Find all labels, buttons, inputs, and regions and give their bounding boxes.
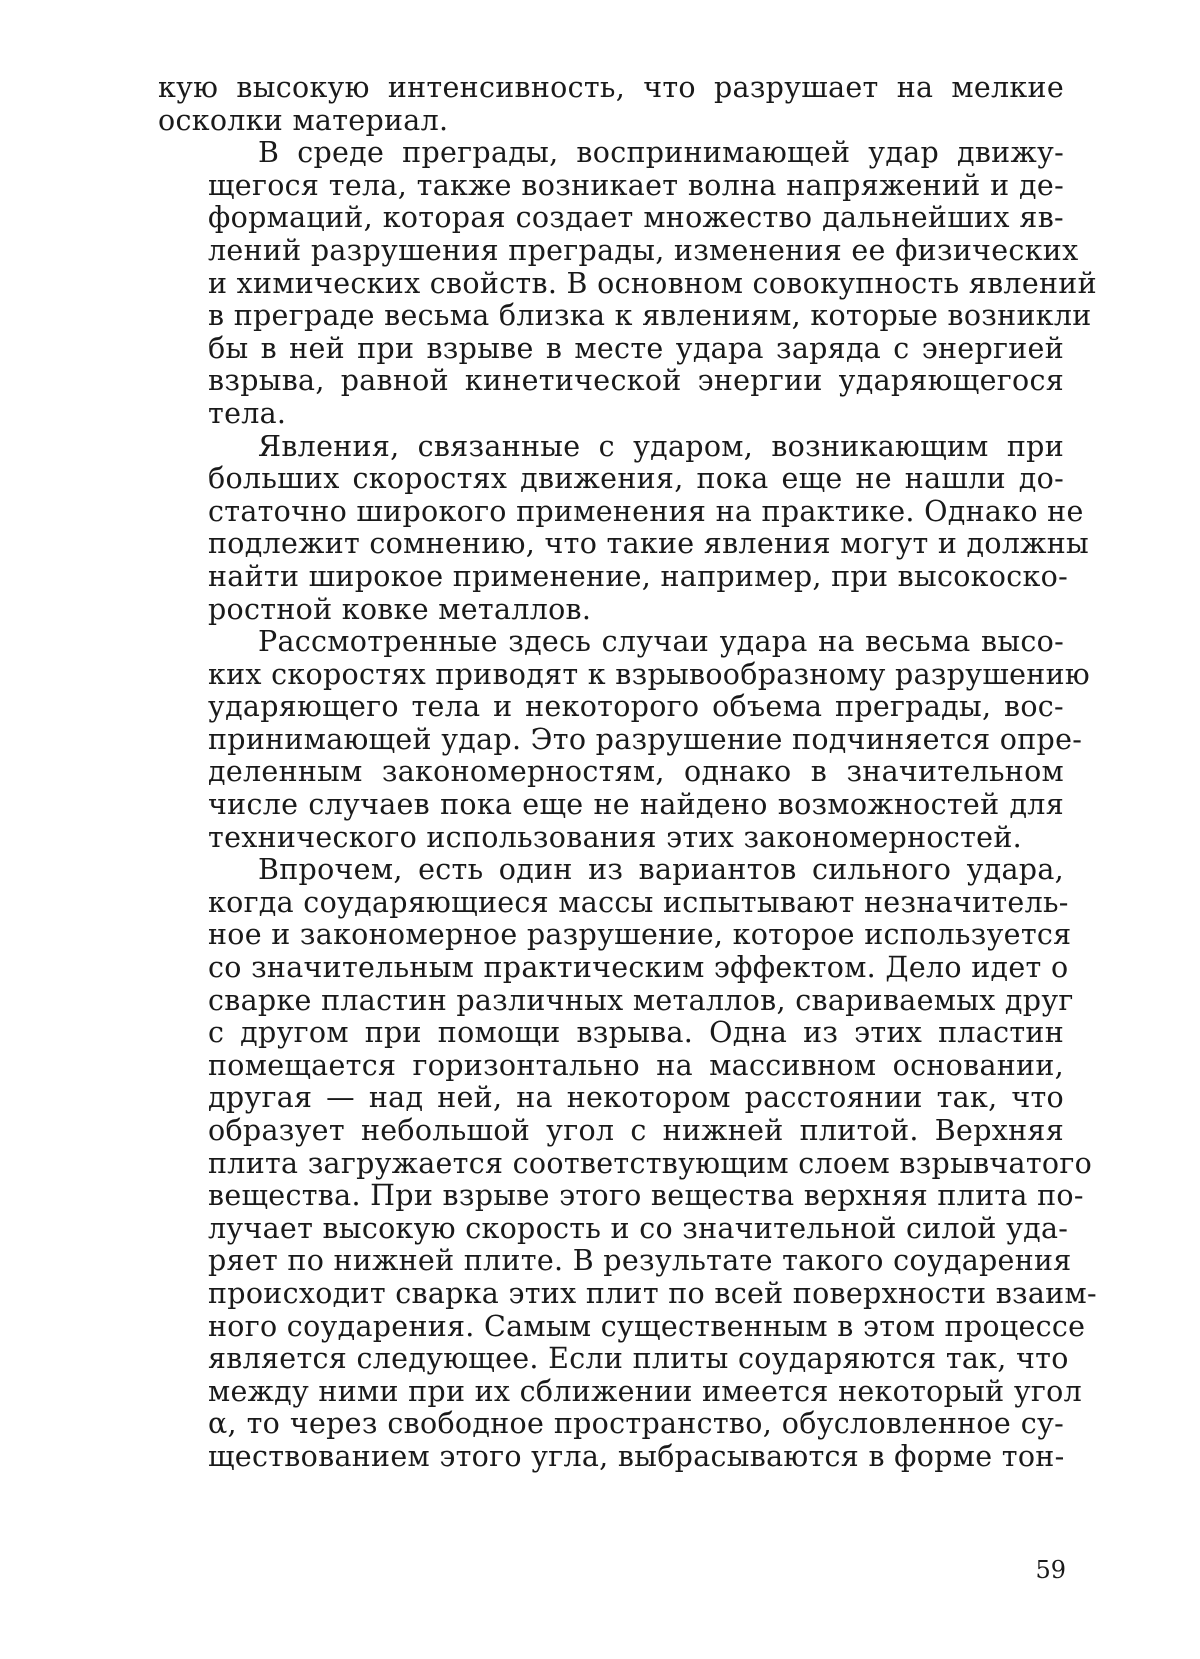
text-line: ростной ковке металлов. — [208, 592, 592, 626]
text-line: является следующее. Если плиты соударяются так, что — [208, 1342, 1069, 1376]
paragraph-5 — [158, 853, 1097, 1473]
text-line: α, то через свободное пространство, обусловленное су- — [208, 1407, 1064, 1441]
text-line: ких скоростях приводят к взрывообразному разрушению — [208, 657, 1091, 691]
paragraph-3 — [158, 429, 1090, 627]
text-line: ное и закономерное разрушение, которое используется — [208, 918, 1072, 952]
text-line: больших скоростях движения, пока еще не нашли до- — [208, 462, 1064, 496]
text-line: принимающей удар. Это разрушение подчиняется опре- — [208, 722, 1083, 756]
text-line: взрыва, равной кинетической энергии ударяющегося — [208, 364, 1064, 398]
text-line: со значительным практическим эффектом. Дело идет о — [208, 951, 1069, 985]
text-line: ударяющего тела и некоторого объема преграды, вос- — [208, 690, 1064, 724]
text-line: помещается горизонтально на массивном основании, — [208, 1048, 1064, 1082]
text-line: лучает высокую скорость и со значительной силой уда- — [208, 1211, 1069, 1245]
text-line: и химических свойств. В основном совокупность явлений — [208, 266, 1097, 300]
text-line: бы в ней при взрыве в месте удара заряда с энергией — [208, 331, 1064, 365]
text-line: образует небольшой угол с нижней плитой. Верхняя — [208, 1114, 1064, 1147]
text-line: вещества. При взрыве этого вещества верхняя плита по- — [208, 1179, 1084, 1213]
text-line: между ними при их сближении имеется некоторый угол — [208, 1374, 1082, 1408]
text-line: тела. — [208, 396, 287, 430]
body-text — [158, 71, 1097, 1474]
text-line: происходит сварка этих плит по всей поверхности взаим- — [208, 1276, 1097, 1310]
paragraph-4 — [158, 625, 1091, 854]
text-line: в преграде весьма близка к явлениям, которые возникли — [208, 299, 1092, 333]
text-line: с другом при помощи взрыва. Одна из этих пластин — [208, 1016, 1064, 1050]
text-line: числе случаев пока еще не найдено возможностей для — [208, 788, 1064, 822]
text-line: Рассмотренные здесь случаи удара на весьма высо- — [258, 625, 1064, 659]
text-line: формаций, которая создает множество дальнейших яв- — [208, 201, 1064, 235]
paragraph-2 — [158, 136, 1097, 430]
text-line: ряет по нижней плите. В результате такого соударения — [208, 1244, 1072, 1278]
page-number: 59 — [1035, 1556, 1066, 1584]
text-line: подлежит сомнению, что такие явления могут и должны — [208, 527, 1090, 561]
text-line: другая — над ней, на некотором расстоянии так, что — [208, 1081, 1064, 1115]
text-line: ного соударения. Самым существенным в этом процессе — [208, 1309, 1086, 1343]
text-line: сварке пластин различных металлов, свариваемых друг — [208, 983, 1074, 1017]
text-line: статочно широкого применения на практике. Однако не — [208, 494, 1084, 528]
text-line: когда соударяющиеся массы испытывают незначитель- — [208, 885, 1069, 919]
paragraph-1 — [158, 72, 1064, 137]
text-line: лений разрушения преграды, изменения ее физических — [208, 233, 1079, 267]
text-line: ществованием этого угла, выбрасываются в форме тон- — [208, 1439, 1065, 1473]
text-line: Впрочем, есть один из вариантов сильного удара, — [258, 853, 1064, 887]
text-line: В среде преграды, воспринимающей удар движу- — [258, 136, 1064, 170]
text-line: деленным закономерностям, однако в значительном — [208, 755, 1064, 789]
text-line: найти широкое применение, например, при высокоско- — [208, 559, 1068, 593]
text-line: плита загружается соответствующим слоем взрывчатого — [208, 1146, 1093, 1180]
text-line: технического использования этих закономерностей. — [208, 820, 1022, 854]
text-line: Явления, связанные с ударом, возникающим при — [258, 429, 1064, 463]
text-line: осколки материал. — [158, 103, 449, 137]
text-line: кую высокую интенсивность, что разрушает на мелкие — [158, 71, 1064, 104]
text-line: щегося тела, также возникает волна напряжений и де- — [208, 168, 1064, 202]
